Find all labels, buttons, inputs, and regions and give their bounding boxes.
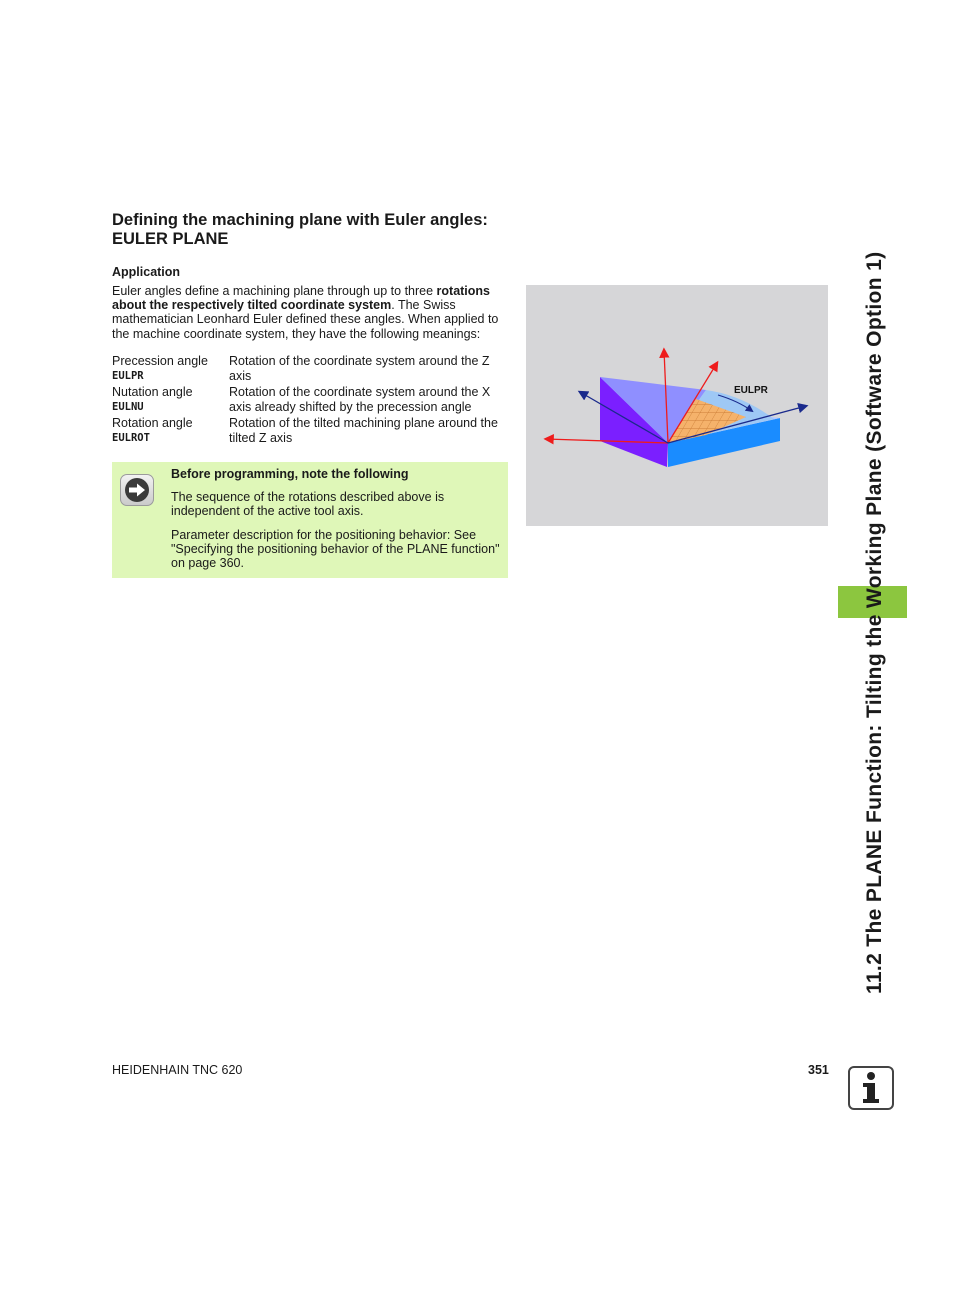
param-code: EULNU	[112, 400, 144, 413]
param-code: EULPR	[112, 369, 144, 382]
footer-product: HEIDENHAIN TNC 620	[112, 1063, 243, 1077]
figure-label: EULPR	[734, 385, 768, 396]
note-paragraph: The sequence of the rotations described above is independent of the active tool axis.	[171, 490, 445, 519]
angle-definitions	[112, 354, 508, 448]
sub-heading-application: Application	[112, 265, 181, 279]
intro-paragraph: Euler angles define a machining plane through up to three rotations about the respectively tilted coordinate system. The Swiss mathematician Leonhard Euler defined these angles. When applied to the machine coordinate system, they have the following meanings:	[112, 284, 499, 341]
note-title: Before programming, note the following	[171, 467, 409, 481]
euler-angle-figure	[526, 285, 828, 526]
note-paragraph: Parameter description for the positioning behavior: See "Specifying the positioning behavior of the PLANE function" on page 360.	[171, 528, 500, 571]
param-code: EULROT	[112, 431, 150, 444]
page-number: 351	[808, 1063, 829, 1077]
chapter-title-vertical: 11.2 The PLANE Function: Tilting the Working Plane (Software Option 1)	[863, 251, 886, 994]
arrow-right-icon	[120, 474, 154, 506]
angle-row-rotation: Rotation angle EULROT Rotation of the tilted machining plane around the tilted Z axis	[112, 416, 498, 445]
note-box	[112, 462, 508, 578]
angle-row-nutation: Nutation angle EULNU Rotation of the coordinate system around the X axis already shifted by the precession angle	[112, 385, 491, 414]
info-icon	[848, 1066, 894, 1110]
section-title: Defining the machining plane with Euler angles: EULER PLANE	[112, 211, 488, 248]
angle-row-precession: Precession angle EULPR Rotation of the coordinate system around the Z axis	[112, 354, 490, 383]
intro-emphasis: rotations about the respectively tilted coordinate system	[112, 284, 491, 313]
